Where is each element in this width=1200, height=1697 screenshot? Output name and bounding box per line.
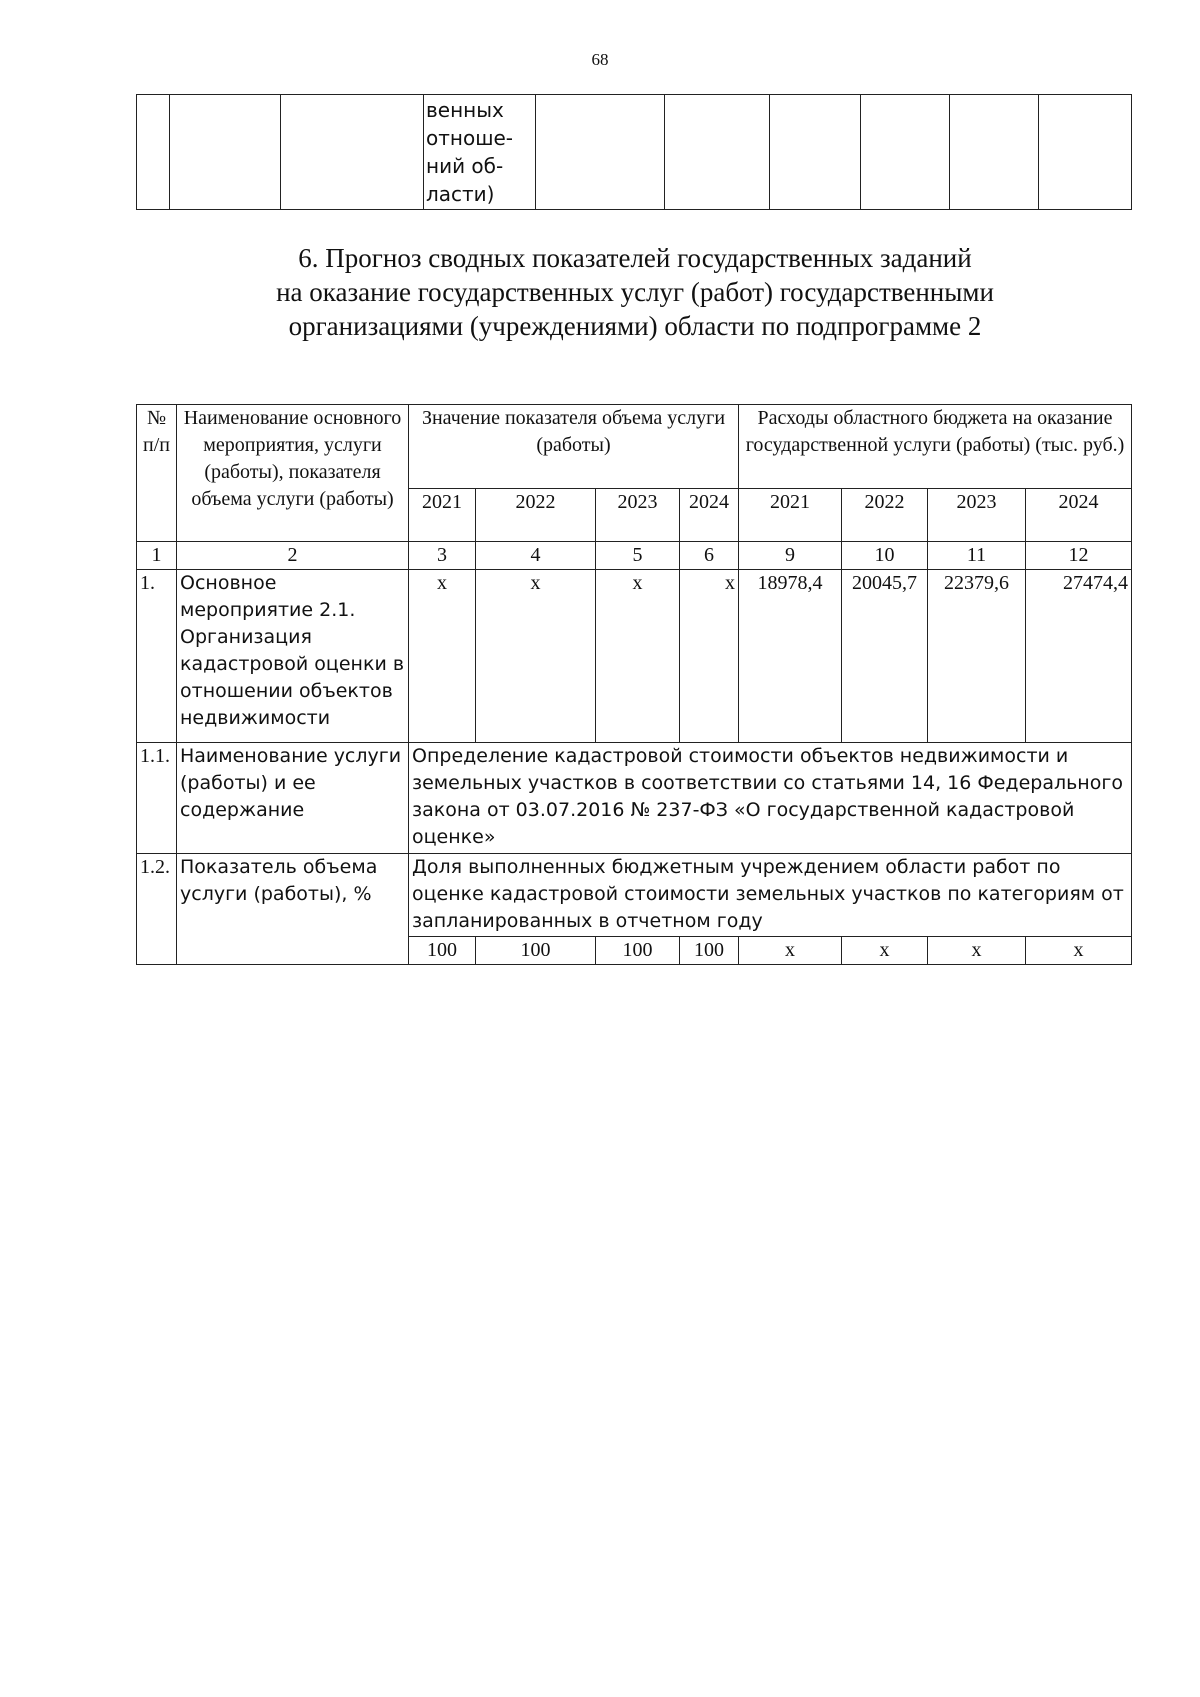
volume-cell: 100 (596, 937, 680, 965)
volume-cell: х (476, 570, 596, 743)
col-number: 3 (409, 542, 476, 570)
section-title-line: 6. Прогноз сводных показателей государственных заданий (298, 243, 972, 273)
col-number: 1 (137, 542, 177, 570)
year-cell: 2024 (680, 489, 739, 542)
col-number: 4 (476, 542, 596, 570)
table-cell (1039, 95, 1132, 210)
row-name: Показатель объема услуги (работы), % (177, 854, 409, 965)
table-cell (950, 95, 1039, 210)
row-num: 1.1. (137, 743, 177, 854)
expense-cell: х (1026, 937, 1132, 965)
row-num: 1. (137, 570, 177, 743)
row-text: Доля выполненных бюджетным учреждением области работ по оценке кадастровой стоимости земельных участков по категориям от запланированных в отчетном году (409, 854, 1132, 937)
continued-line: отноше- (426, 126, 514, 150)
col-number: 12 (1026, 542, 1132, 570)
continued-line: ний об- (426, 154, 504, 178)
col-number: 10 (842, 542, 928, 570)
forecast-table (136, 404, 1132, 965)
continued-table (136, 94, 1132, 210)
table-cell (536, 95, 665, 210)
col-number: 9 (739, 542, 842, 570)
row-name: Наименование услуги (работы) и ее содержание (177, 743, 409, 854)
section-title-line: на оказание государственных услуг (работ) государственными (276, 277, 994, 307)
year-cell: 2021 (739, 489, 842, 542)
year-cell: 2022 (842, 489, 928, 542)
expense-cell: х (842, 937, 928, 965)
page-number: 68 (591, 50, 609, 69)
section-title (0, 241, 1200, 343)
expense-cell: х (928, 937, 1026, 965)
table-cell (770, 95, 861, 210)
row-name: Основное мероприятие 2.1. Организация кадастровой оценки в отношении объектов недвижимости (177, 570, 409, 743)
table-cell (170, 95, 281, 210)
col-number: 11 (928, 542, 1026, 570)
expense-cell: 27474,4 (1026, 570, 1132, 743)
table-cell (665, 95, 770, 210)
volume-cell: 100 (409, 937, 476, 965)
header-name: Наименование основного мероприятия, услуги (работы), показателя объема услуги (работы) (177, 405, 409, 542)
row-num: 1.2. (137, 854, 177, 965)
table-cell (861, 95, 950, 210)
row-text: Определение кадастровой стоимости объектов недвижимости и земельных участков в соответствии со статьями 14, 16 Федерального закона от 03.07.2016 № 237-ФЗ «О государственной кадастровой оценке» (409, 743, 1132, 854)
volume-cell: 100 (680, 937, 739, 965)
year-cell: 2023 (928, 489, 1026, 542)
column-number-row (137, 542, 1132, 570)
header-row (137, 405, 1132, 489)
col-number: 2 (177, 542, 409, 570)
continued-cell-text (424, 95, 536, 210)
continued-line: венных (426, 98, 504, 122)
expense-cell: х (739, 937, 842, 965)
table-row (137, 854, 1132, 937)
continued-line: ласти) (426, 182, 495, 206)
expense-cell: 20045,7 (842, 570, 928, 743)
expense-cell: 22379,6 (928, 570, 1026, 743)
col-number: 6 (680, 542, 739, 570)
table-row (137, 570, 1132, 743)
volume-cell: 100 (476, 937, 596, 965)
col-number: 5 (596, 542, 680, 570)
volume-cell: х (409, 570, 476, 743)
year-cell: 2024 (1026, 489, 1132, 542)
expense-cell: 18978,4 (739, 570, 842, 743)
year-cell: 2023 (596, 489, 680, 542)
header-num: № п/п (137, 405, 177, 542)
section-title-line: организациями (учреждениями) области по подпрограмме 2 (288, 311, 982, 341)
header-expense-group: Расходы областного бюджета на оказание государственной услуги (работы) (тыс. руб.) (739, 405, 1132, 489)
table-cell (281, 95, 424, 210)
header-volume-group: Значение показателя объема услуги (работы) (409, 405, 739, 489)
table-row (137, 743, 1132, 854)
volume-cell: х (596, 570, 680, 743)
year-cell: 2021 (409, 489, 476, 542)
year-cell: 2022 (476, 489, 596, 542)
table-cell (137, 95, 170, 210)
volume-cell: х (680, 570, 739, 743)
